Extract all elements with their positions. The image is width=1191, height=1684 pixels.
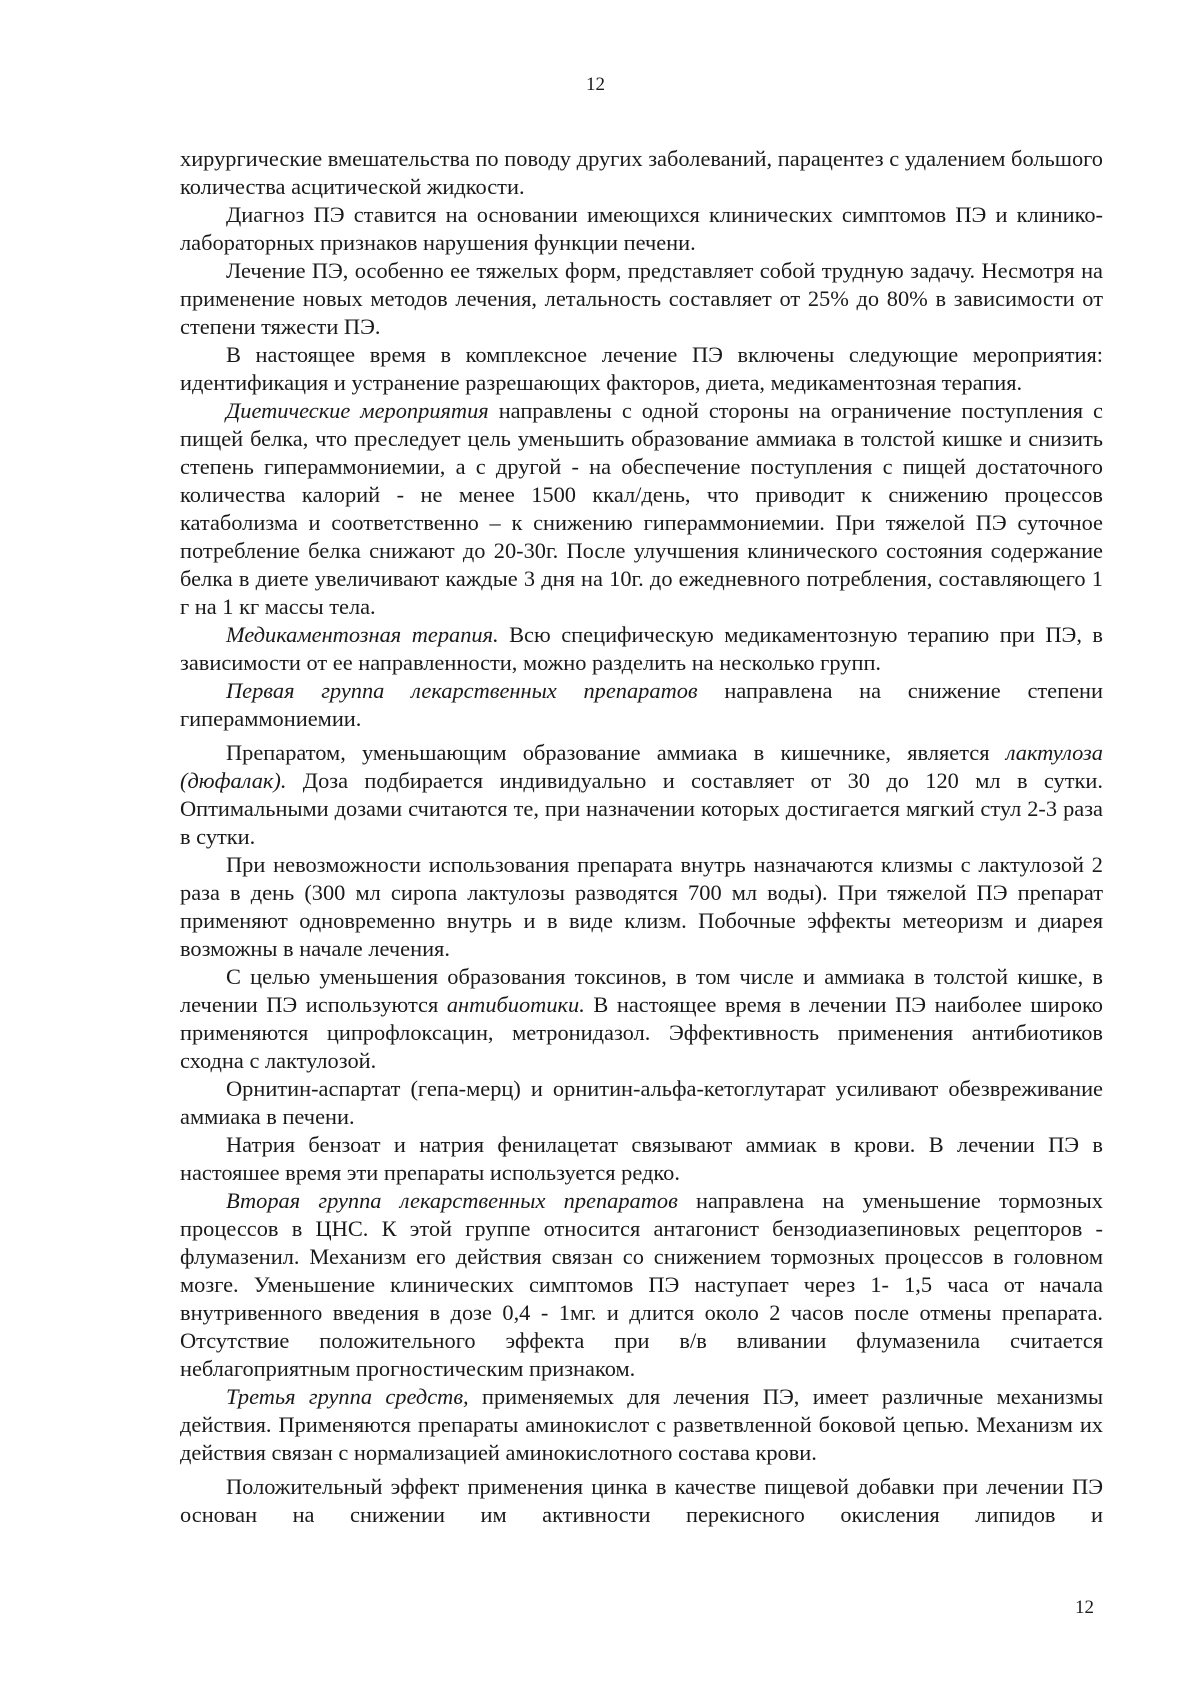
text-run: Положительный эффект применения цинка в качестве пищевой добавки при лечении ПЭ основан на снижении им активности перекисного окисления липидов и xyxy=(180,1474,1103,1527)
italic-term: Медикаментозная терапия. xyxy=(226,622,499,647)
paragraph xyxy=(180,397,1103,621)
text-run: В настоящее время в лечении ПЭ наиболее широко применяются ципрофлоксацин, метронидазол. Эффективность применения антибиотиков сходна с лактулозой. xyxy=(180,992,1103,1073)
page-number-top: 12 xyxy=(586,74,605,95)
text-run: При невозможности использования препарата внутрь назначаются клизмы с лактулозой 2 раза в день (300 мл сиропа лактулозы разводятся 700 мл воды). При тяжелой ПЭ препарат применяют одновременно внутрь и в виде клизм. Побочные эффекты метеоризм и диарея возможны в начале лечения. xyxy=(180,852,1103,961)
text-run: В настоящее время в комплексное лечение ПЭ включены следующие мероприятия: идентификация и устранение разрешающих факторов, диета, медикаментозная терапия. xyxy=(180,342,1103,395)
italic-term: Третья группа средств, xyxy=(226,1384,469,1409)
text-run: Всю специфическую медикаментозную терапию при ПЭ, в зависимости от ее направленности, можно разделить на несколько групп. xyxy=(180,622,1103,675)
text-run: направлена на снижение степени гипераммониемии. xyxy=(180,678,1103,731)
paragraph xyxy=(180,677,1103,733)
paragraph xyxy=(180,257,1103,341)
document-body xyxy=(180,145,1103,1529)
text-run: применяемых для лечения ПЭ, имеет различные механизмы действия. Применяются препараты аминокислот с разветвленной боковой цепью. Механизм их действия связан с нормализацией аминокислотного состава крови. xyxy=(180,1384,1103,1465)
paragraph xyxy=(180,145,1103,201)
paragraph xyxy=(180,739,1103,851)
text-run: Препаратом, уменьшающим образование аммиака в кишечнике, является xyxy=(226,740,1006,765)
text-run: Натрия бензоат и натрия фенилацетат связывают аммиак в крови. В лечении ПЭ в настояшее время эти препараты используется редко. xyxy=(180,1132,1103,1185)
paragraph xyxy=(180,1075,1103,1131)
paragraph xyxy=(180,201,1103,257)
text-run: направлены с одной стороны на ограничение поступления с пищей белка, что преследует цель уменьшить образование аммиака в толстой кишке и снизить степень гипераммониемии, а с другой - на обеспечение поступления с пищей достаточного количества калорий - не менее 1500 ккал/день, что приводит к снижению процессов катаболизма и соответственно – к снижению гипераммониемии. При тяжелой ПЭ суточное потребление белка снижают до 20-30г. После улучшения клинического состояния содержание белка в диете увеличивают каждые 3 дня на 10г. до ежедневного потребления, составляющего 1 г на 1 кг массы тела. xyxy=(180,398,1103,619)
page-number-bottom: 12 xyxy=(1075,1597,1094,1618)
paragraph xyxy=(180,1187,1103,1383)
italic-term: лактулоза (дюфалак). xyxy=(180,740,1103,793)
text-run: направлена на уменьшение тормозных процессов в ЦНС. К этой группе относится антагонист бензодиазепиновых рецепторов - флумазенил. Механизм его действия связан со снижением тормозных процессов в головном мозге. Уменьшение клинических симптомов ПЭ наступает через 1- 1,5 часа от начала внутривенного введения в дозе 0,4 - 1мг. и длится около 2 часов после отмены препарата. Отсутствие положительного эффекта при в/в вливании флумазенила считается неблагоприятным прогностическим признаком. xyxy=(180,1188,1103,1381)
italic-term: Диетические мероприятия xyxy=(226,398,489,423)
text-run: Орнитин-аспартат (гепа-мерц) и орнитин-альфа-кетоглутарат усиливают обезвреживание аммиака в печени. xyxy=(180,1076,1103,1129)
italic-term: Вторая группа лекарственных препаратов xyxy=(226,1188,678,1213)
text-run: Лечение ПЭ, особенно ее тяжелых форм, представляет собой трудную задачу. Несмотря на применение новых методов лечения, летальность составляет от 25% до 80% в зависимости от степени тяжести ПЭ. xyxy=(180,258,1103,339)
paragraph xyxy=(180,1473,1103,1529)
text-run: С целью уменьшения образования токсинов, в том числе и аммиака в толстой кишке, в лечении ПЭ используются xyxy=(180,964,1103,1017)
paragraph xyxy=(180,621,1103,677)
text-run: Диагноз ПЭ ставится на основании имеющихся клинических симптомов ПЭ и клинико-лабораторных признаков нарушения функции печени. xyxy=(180,202,1103,255)
text-run: Доза подбирается индивидуально и составляет от 30 до 120 мл в сутки. Оптимальными дозами считаются те, при назначении которых достигается мягкий стул 2-3 раза в сутки. xyxy=(180,768,1103,849)
italic-term: антибиотики. xyxy=(446,992,585,1017)
paragraph xyxy=(180,1131,1103,1187)
italic-term: Первая группа лекарственных препаратов xyxy=(226,678,698,703)
text-run: хирургические вмешательства по поводу других заболеваний, парацентез с удалением большого количества асцитической жидкости. xyxy=(180,146,1103,199)
paragraph xyxy=(180,851,1103,963)
paragraph xyxy=(180,1383,1103,1467)
paragraph xyxy=(180,341,1103,397)
paragraph xyxy=(180,963,1103,1075)
